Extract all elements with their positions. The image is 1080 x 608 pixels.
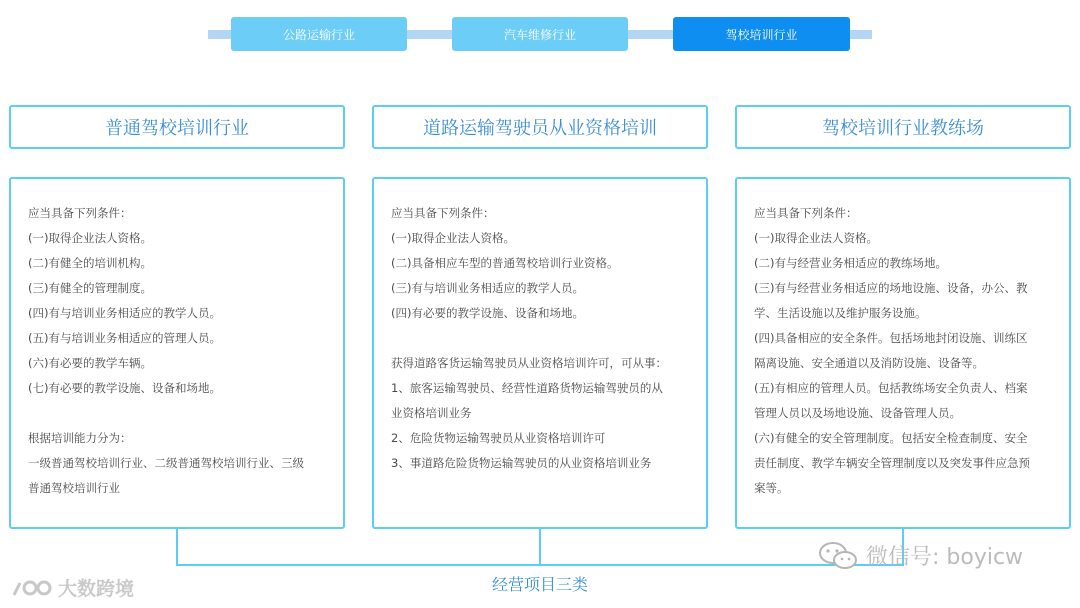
- tab-road-transport[interactable]: 公路运输行业: [231, 17, 407, 51]
- watermark-right: [818, 540, 1023, 571]
- watermark-right-text: 微信号: boyicw: [866, 545, 1024, 570]
- text-line: 3、事道路危险货物运输驾驶员的从业资格培训业务: [391, 456, 652, 470]
- text-line: 管理人员以及场地设施、设备管理人员。: [754, 406, 961, 420]
- text-line: (七)有必要的教学设施、设备和场地。: [28, 381, 221, 395]
- wechat-icon: [818, 541, 858, 571]
- text-line: 1、旅客运输驾驶员、经营性道路货物运输驾驶员的从: [391, 381, 663, 395]
- text-line: (二)有健全的培训机构。: [28, 256, 152, 270]
- text-line: (一)取得企业法人资格。: [391, 231, 515, 245]
- logo-icon: [10, 577, 54, 599]
- text-line: 应当具备下列条件：: [754, 206, 858, 220]
- text-line: 2、危险货物运输驾驶员从业资格培训许可: [391, 431, 606, 445]
- text-line: 应当具备下列条件：: [391, 206, 495, 220]
- text-line: 业资格培训业务: [391, 406, 472, 420]
- text-line: (四)具备相应的安全条件。包括场地封闭设施、训练区: [754, 331, 1028, 345]
- text-line: (五)有相应的管理人员。包括教练场安全负责人、档案: [754, 381, 1028, 395]
- connector-middle: [539, 529, 541, 566]
- text-line: (六)有必要的教学车辆。: [28, 356, 152, 370]
- text-line: (二)具备相应车型的普通驾校培训行业资格。: [391, 256, 619, 270]
- watermark-left-text: 大数跨境: [58, 578, 135, 600]
- text-line: (四)有与培训业务相适应的教学人员。: [28, 306, 221, 320]
- text-line: (三)有健全的管理制度。: [28, 281, 152, 295]
- connector-horizontal: [176, 564, 904, 566]
- spacer: [28, 401, 327, 426]
- column-title-driver-qualification: 道路运输驾驶员从业资格培训: [372, 105, 708, 149]
- text-line: 普通驾校培训行业: [28, 481, 120, 495]
- text-line: (三)有与经营业务相适应的场地设施、设备，办公、教: [754, 281, 1028, 295]
- text-line: 学、生活设施以及维护服务设施。: [754, 306, 927, 320]
- text-line: (二)有与经营业务相适应的教练场地。: [754, 256, 947, 270]
- text-line: 获得道路客货运输驾驶员从业资格培训许可，可从事：: [391, 356, 667, 370]
- text-line: (六)有健全的安全管理制度。包括安全检查制度、安全: [754, 431, 1028, 445]
- text-line: 案等。: [754, 481, 789, 495]
- text-line: (五)有与培训业务相适应的管理人员。: [28, 331, 221, 345]
- column-content-general-driving-school: [9, 177, 345, 529]
- text-line: (三)有与培训业务相适应的教学人员。: [391, 281, 584, 295]
- text-line: 隔离设施、安全通道以及消防设施、设备等。: [754, 356, 984, 370]
- summary-label: 经营项目三类: [491, 575, 588, 594]
- column-title-general-driving-school: 普通驾校培训行业: [9, 105, 345, 149]
- watermark-left: [10, 574, 134, 601]
- spacer: [391, 326, 690, 351]
- text-line: 责任制度、教学车辆安全管理制度以及突发事件应急预: [754, 456, 1030, 470]
- text-line: 应当具备下列条件：: [28, 206, 132, 220]
- text-line: 根据培训能力分为：: [28, 431, 132, 445]
- column-title-training-ground: 驾校培训行业教练场: [735, 105, 1071, 149]
- tab-driving-school[interactable]: 驾校培训行业: [673, 17, 850, 51]
- column-content-driver-qualification: [372, 177, 708, 529]
- connector-left: [176, 529, 178, 566]
- text-line: (一)取得企业法人资格。: [28, 231, 152, 245]
- text-line: 一级普通驾校培训行业、二级普通驾校培训行业、三级: [28, 456, 304, 470]
- text-line: (四)有必要的教学设施、设备和场地。: [391, 306, 584, 320]
- text-line: (一)取得企业法人资格。: [754, 231, 878, 245]
- column-content-training-ground: [735, 177, 1071, 529]
- tab-auto-repair[interactable]: 汽车维修行业: [452, 17, 628, 51]
